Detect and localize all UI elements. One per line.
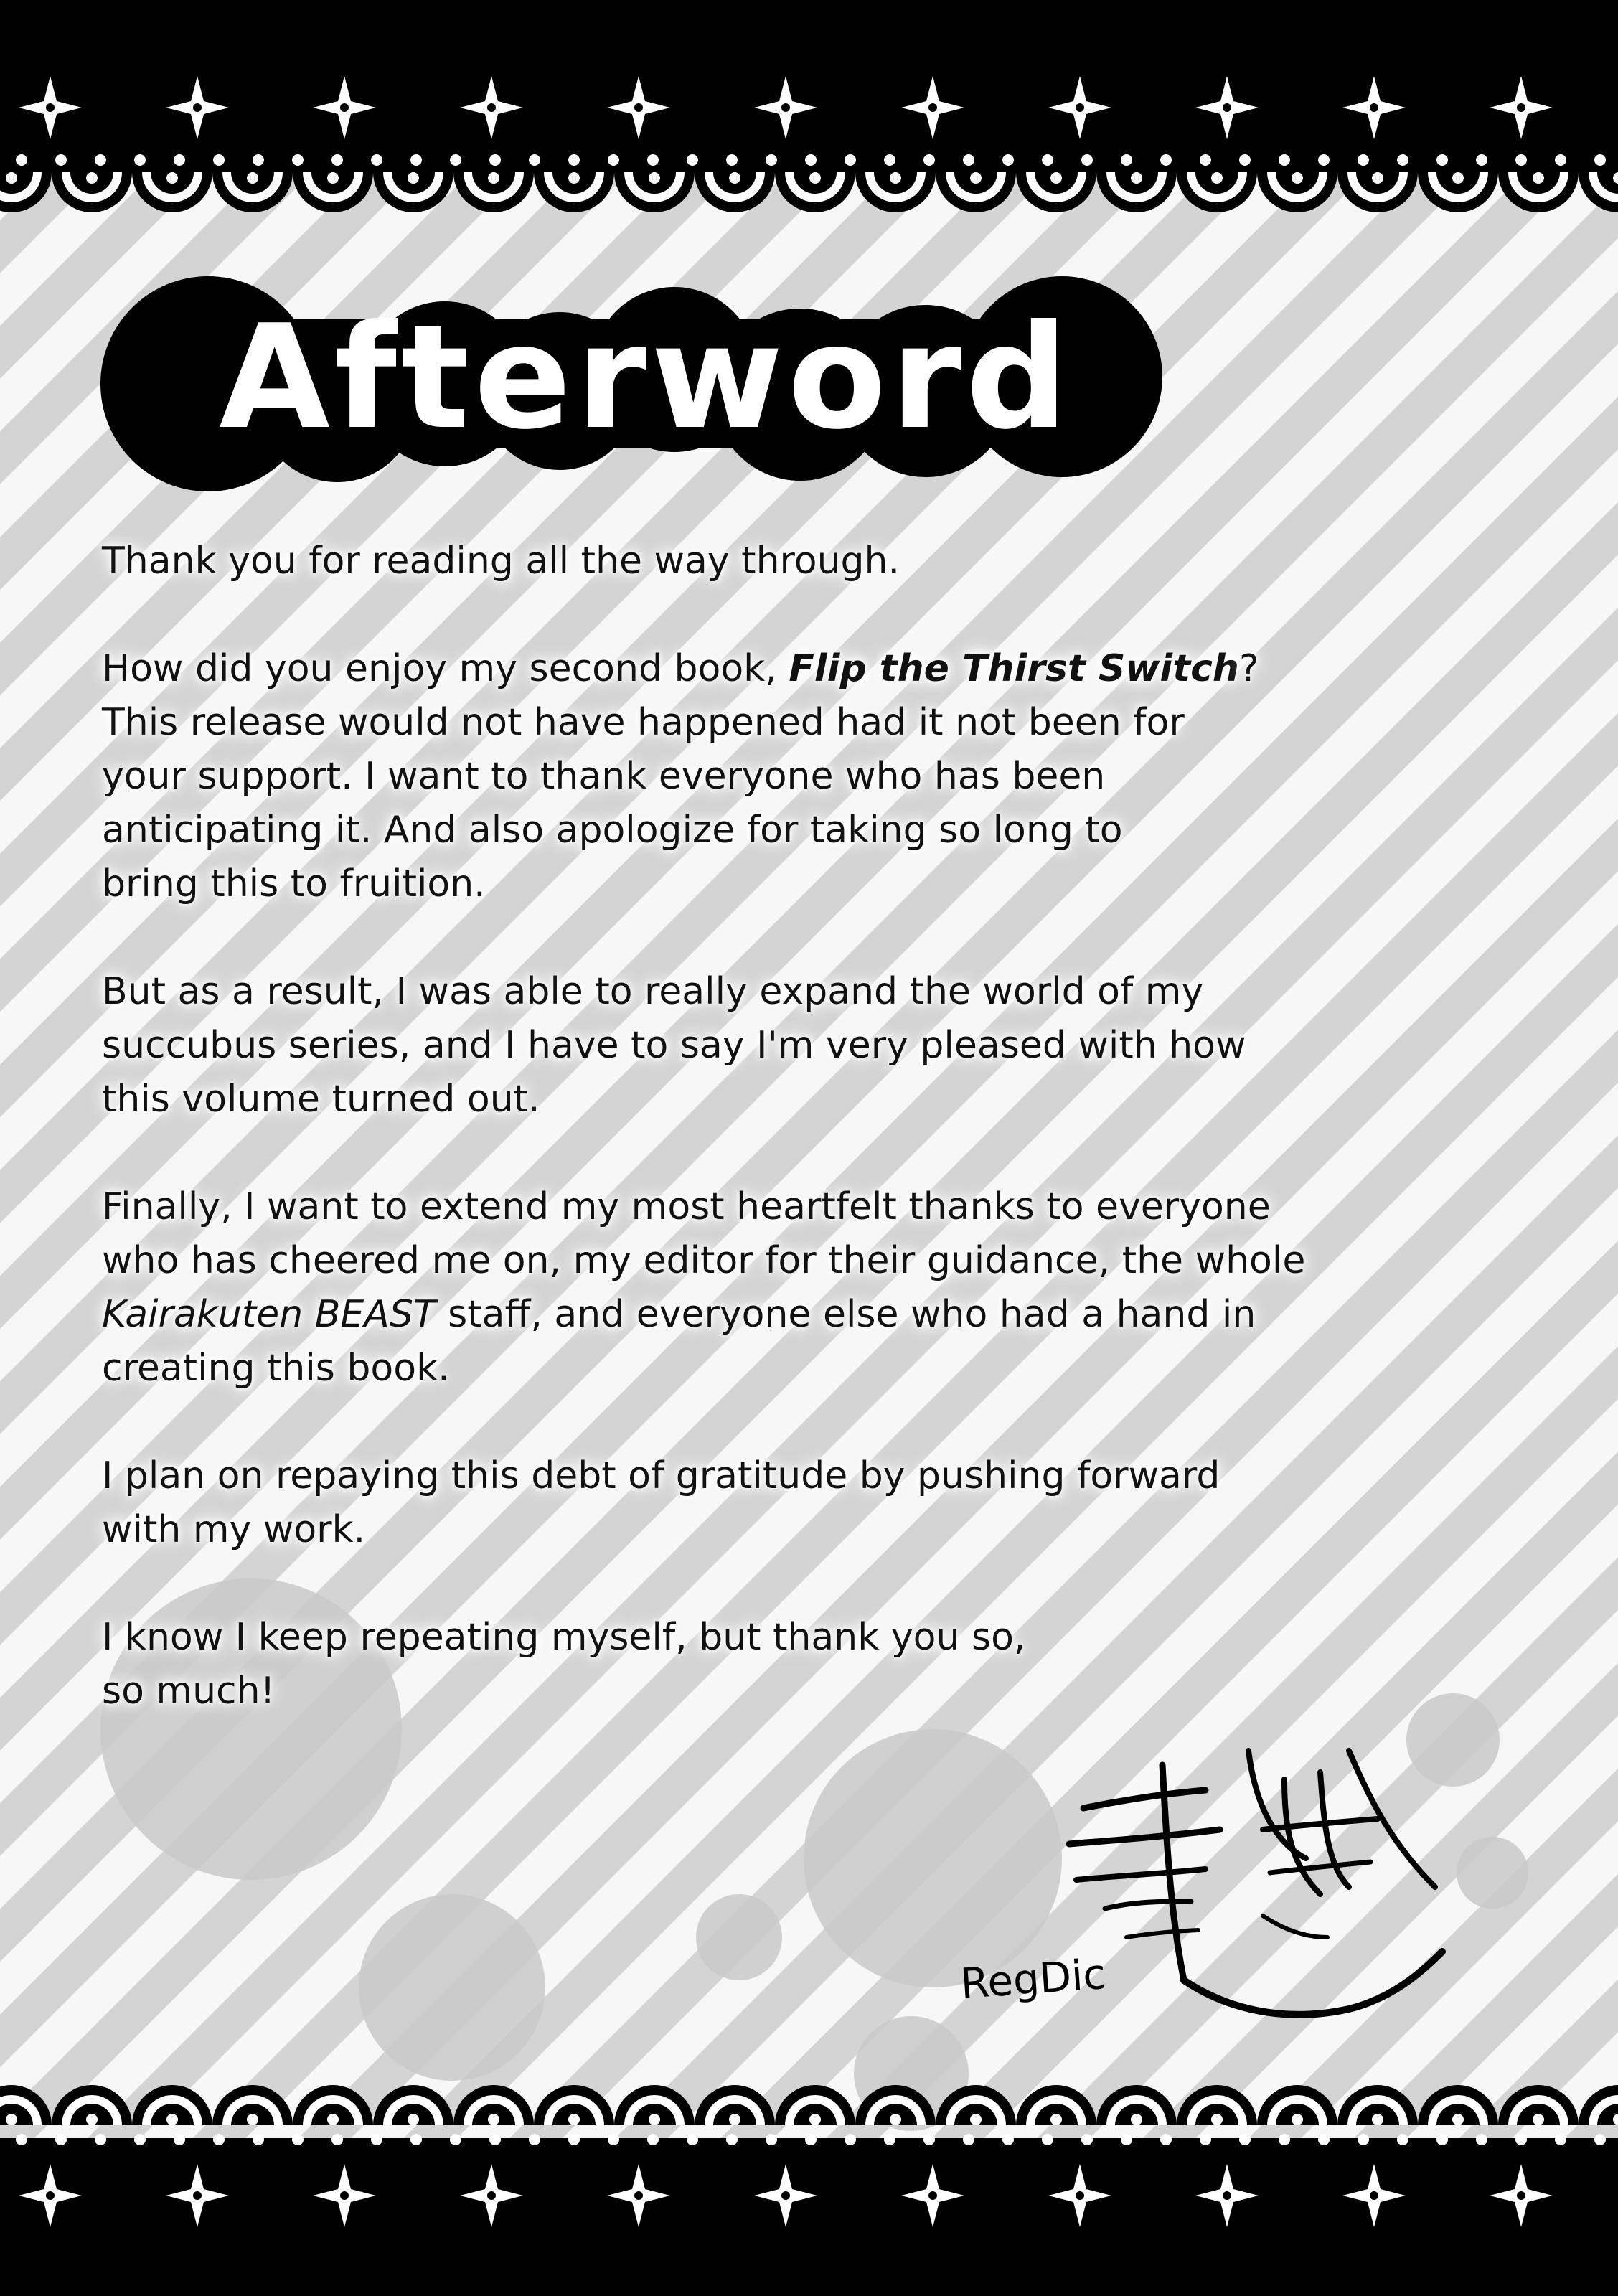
text-line (102, 857, 1465, 911)
book-title: Flip the Thirst Switch (789, 647, 1239, 690)
text-segment: succubus series, and I have to say I'm very pleased with how (102, 1024, 1246, 1067)
lace-border-icon (0, 0, 1618, 237)
text-line (102, 1234, 1465, 1288)
text-line (102, 1288, 1465, 1342)
text-segment: bring this to fruition. (102, 862, 486, 905)
text-line (102, 1449, 1465, 1503)
text-segment: But as a result, I was able to really expand the world of my (102, 970, 1204, 1013)
text-segment: creating this book. (102, 1347, 450, 1390)
paragraph (102, 1180, 1465, 1396)
bottom-lace-border (0, 2059, 1618, 2296)
signature-mark-icon (947, 1722, 1464, 2059)
lace-border-icon (0, 2059, 1618, 2296)
paragraph (102, 642, 1465, 911)
text-line (102, 1665, 1465, 1718)
bubble-decoration (696, 1894, 782, 1980)
text-segment: anticipating it. And also apologize for taking so long to (102, 809, 1123, 852)
page-title: Afterword (219, 294, 1073, 461)
text-segment: This release would not have happened had it not been for (102, 701, 1185, 744)
paragraph (102, 535, 1465, 588)
top-lace-border (0, 0, 1618, 237)
signature-name: RegDic (959, 1949, 1108, 2008)
text-segment: staff, and everyone else who had a hand in (436, 1293, 1256, 1336)
text-line (102, 750, 1465, 804)
text-segment: Thank you for reading all the way through. (102, 540, 900, 583)
bubble-decoration (359, 1894, 545, 2081)
italic-title: Kairakuten BEAST (102, 1293, 436, 1336)
text-line (102, 696, 1465, 750)
bubble-decoration (1457, 1837, 1528, 1909)
text-segment: I know I keep repeating myself, but thank you so, (102, 1616, 1026, 1659)
text-line (102, 1019, 1465, 1073)
text-line (102, 1503, 1465, 1557)
signature (947, 1722, 1464, 2059)
text-line (102, 1073, 1465, 1126)
text-line (102, 965, 1465, 1019)
text-segment: ? (1238, 647, 1259, 690)
title-banner (100, 276, 1191, 491)
text-segment: so much! (102, 1670, 276, 1713)
text-segment: with my work. (102, 1508, 366, 1551)
paragraph (102, 1449, 1465, 1557)
text-segment: this volume turned out. (102, 1078, 540, 1121)
text-segment: who has cheered me on, my editor for their guidance, the whole (102, 1239, 1306, 1282)
text-segment: your support. I want to thank everyone who has been (102, 755, 1106, 798)
text-line (102, 1342, 1465, 1396)
text-line (102, 1180, 1465, 1234)
text-line (102, 535, 1465, 588)
text-line (102, 1611, 1465, 1665)
text-segment: How did you enjoy my second book, (102, 647, 789, 690)
text-line (102, 804, 1465, 857)
text-segment: I plan on repaying this debt of gratitude by pushing forward (102, 1454, 1220, 1497)
text-line (102, 642, 1465, 696)
afterword-body (102, 535, 1465, 1718)
text-segment: Finally, I want to extend my most heartfelt thanks to everyone (102, 1185, 1271, 1228)
paragraph (102, 965, 1465, 1126)
paragraph (102, 1611, 1465, 1718)
title-bubbles (100, 276, 1191, 491)
